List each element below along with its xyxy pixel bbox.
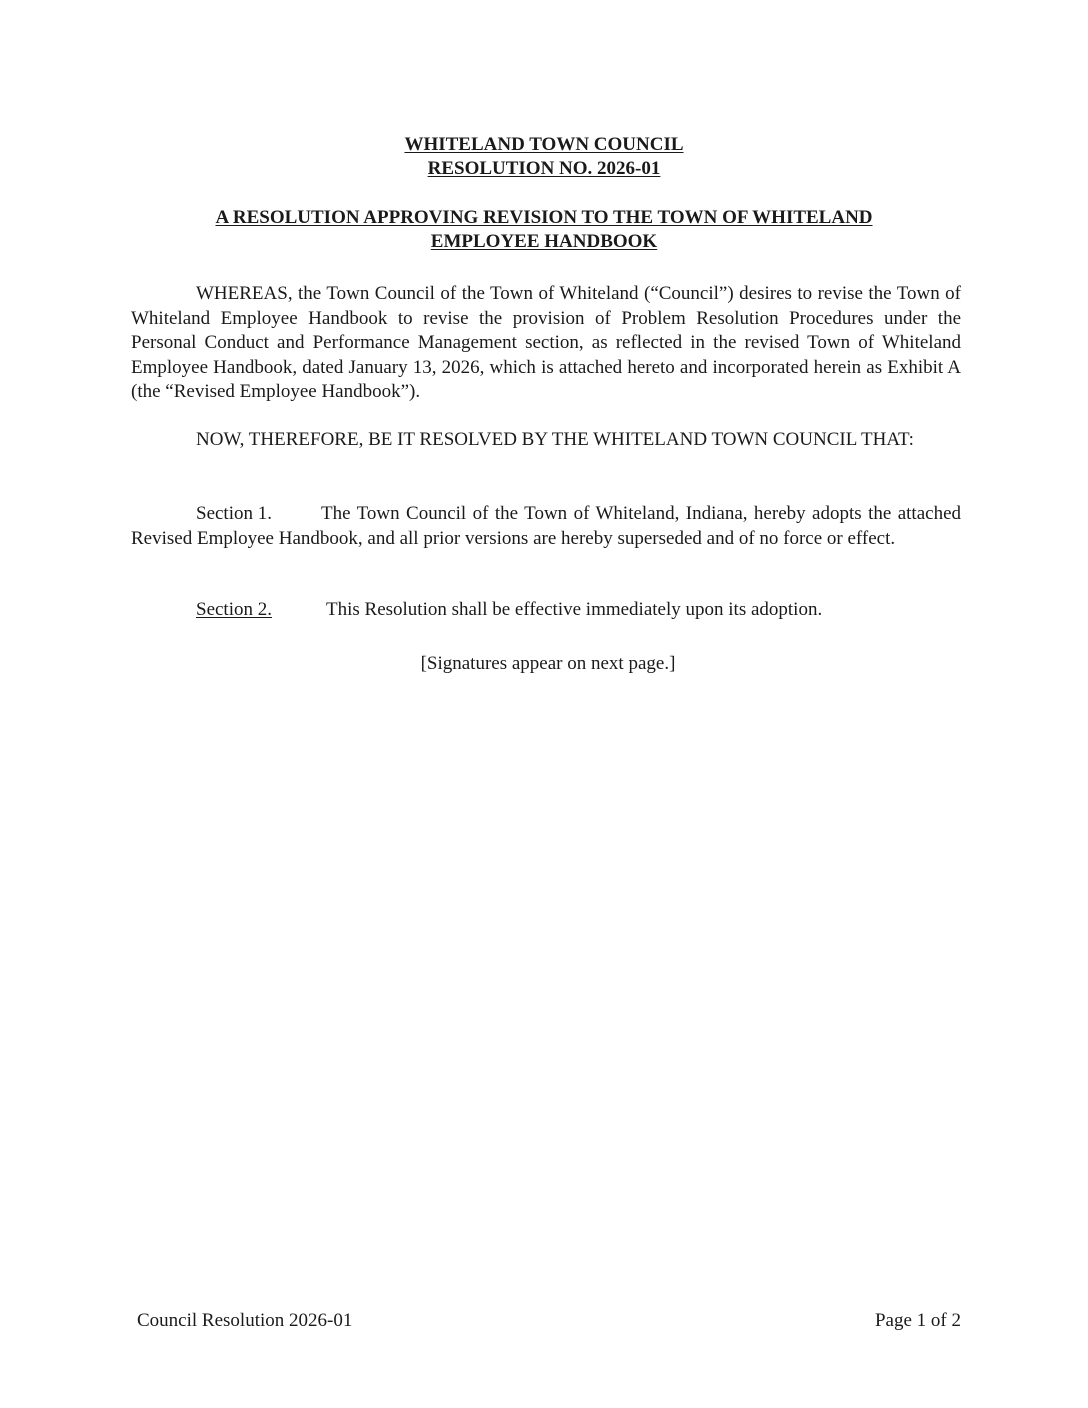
whereas-paragraph: WHEREAS, the Town Council of the Town of Whiteland (“Council”) desires to revise the Town of Whiteland Employee Handbook to revise the provision of Problem Resolution Procedures under the Personal Conduct and Performance Management section, as reflected in the revised Town of Whiteland Employee Handbook, dated January 13, 2026, which is attached hereto and incorporated herein as Exhibit A (the “Revised Employee Handbook”). [131,283,961,402]
section-1-label: Section 1. [196,503,272,524]
resolution-title-line1 [0,206,1088,230]
section-2-label: Section 2. [196,599,272,620]
now-therefore-paragraph: NOW, THEREFORE, BE IT RESOLVED BY THE WHITELAND TOWN COUNCIL THAT: [196,429,914,450]
resolution-title-line1-text: A RESOLUTION APPROVING REVISION TO THE TOWN OF WHITELAND [215,207,873,228]
section-2-text: This Resolution shall be effective immediately upon its adoption. [326,599,823,620]
signatures-note: [Signatures appear on next page.] [420,653,676,674]
footer-page-number: Page 1 of 2 [874,1310,961,1331]
section-1-text: The Town Council of the Town of Whiteland, Indiana, hereby adopts the attached Revised Employee Handbook, and all prior versions are hereby superseded and of no force or effect. [131,503,961,549]
resolution-title-line2 [0,230,1088,254]
footer-document-label: Council Resolution 2026-01 [137,1310,353,1331]
resolution-number-text: RESOLUTION NO. 2026-01 [427,158,661,179]
section-1-paragraph [131,502,961,551]
council-heading-text: WHITELAND TOWN COUNCIL [404,134,684,155]
section-2-paragraph [196,598,822,622]
council-heading [0,133,1088,157]
resolution-title-line2-text: EMPLOYEE HANDBOOK [430,231,658,252]
resolution-number-heading [0,157,1088,181]
